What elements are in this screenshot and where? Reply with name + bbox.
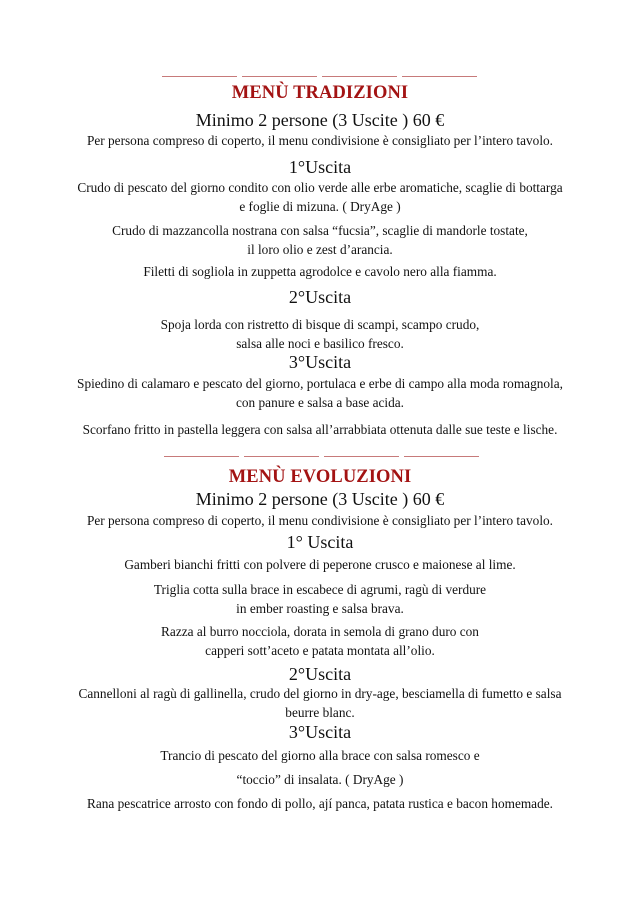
divider-segment [242,76,317,77]
menu-note: Per persona compreso di coperto, il menu condivisione è consigliato per l’intero tavolo. [86,133,553,148]
section-divider [162,76,477,77]
dish-line: Crudo di pescato del giorno condito con olio verde alle erbe aromatiche, scaglie di bottarga [77,180,563,195]
dish [0,770,640,789]
dish-line: Spoja lorda con ristretto di bisque di scampi, scampo crudo, [160,317,480,332]
dish-line: Rana pescatrice arrosto con fondo di pollo, ají panca, patata rustica e bacon homemade. [87,796,553,811]
dish [0,684,640,722]
dish-line: e foglie di mizuna. ( DryAge ) [239,199,401,214]
course-heading: 1°Uscita [288,157,352,177]
menu-title: MENÙ TRADIZIONI [231,83,409,103]
dish-line: Scorfano fritto in pastella leggera con salsa all’arrabbiata ottenuta dalle sue teste e lische. [82,422,558,437]
dish-line: beurre blanc. [285,705,355,720]
dish [0,622,640,660]
dish-line: Razza al burro nocciola, dorata in semola di grano duro con [161,624,479,639]
divider-segment [404,456,479,457]
course-heading: 3°Uscita [288,352,352,372]
dish-line: salsa alle noci e basilico fresco. [236,336,404,351]
dish-line: con panure e salsa a base acida. [236,395,404,410]
dish [0,221,640,259]
course-heading: 3°Uscita [288,722,352,742]
dish-line: Gamberi bianchi fritti con polvere di peperone crusco e maionese al lime. [124,557,516,572]
dish-line: Filetti di sogliola in zuppetta agrodolce e cavolo nero alla fiamma. [143,264,497,279]
dish-line: Cannelloni al ragù di gallinella, crudo del giorno in dry-age, besciamella di fumetto e salsa [78,686,562,701]
dish [0,420,640,439]
section-divider [164,456,479,457]
dish [0,315,640,353]
course-heading: 1° Uscita [286,532,354,552]
course-heading: 2°Uscita [288,664,352,684]
dish [0,262,640,281]
dish [0,555,640,574]
dish-line: Triglia cotta sulla brace in escabece di agrumi, ragù di verdure [153,582,487,597]
dish-line: in ember roasting e salsa brava. [236,601,404,616]
dish-line: Spiedino di calamaro e pescato del giorno, portulaca e erbe di campo alla moda romagnola, [77,376,563,391]
dish-line: Crudo di mazzancolla nostrana con salsa “fucsia”, scaglie di mandorle tostate, [112,223,528,238]
divider-segment [164,456,239,457]
dish [0,794,640,813]
divider-segment [162,76,237,77]
menu-title: MENÙ EVOLUZIONI [228,467,412,487]
divider-segment [322,76,397,77]
divider-segment [324,456,399,457]
dish-line: Trancio di pescato del giorno alla brace con salsa romesco e [160,748,480,763]
dish-line: capperi sott’aceto e patata montata all’olio. [205,643,435,658]
dish [0,374,640,412]
dish [0,746,640,765]
menu-note: Per persona compreso di coperto, il menu condivisione è consigliato per l’intero tavolo. [86,513,553,528]
dish-line: “toccio” di insalata. ( DryAge ) [236,772,404,787]
menu-price: Minimo 2 persone (3 Uscite ) 60 € [195,489,445,509]
dish [0,580,640,618]
dish-line: il loro olio e zest d’arancia. [247,242,393,257]
divider-segment [402,76,477,77]
dish [0,178,640,216]
divider-segment [244,456,319,457]
menu-price: Minimo 2 persone (3 Uscite ) 60 € [195,110,445,130]
course-heading: 2°Uscita [288,287,352,307]
